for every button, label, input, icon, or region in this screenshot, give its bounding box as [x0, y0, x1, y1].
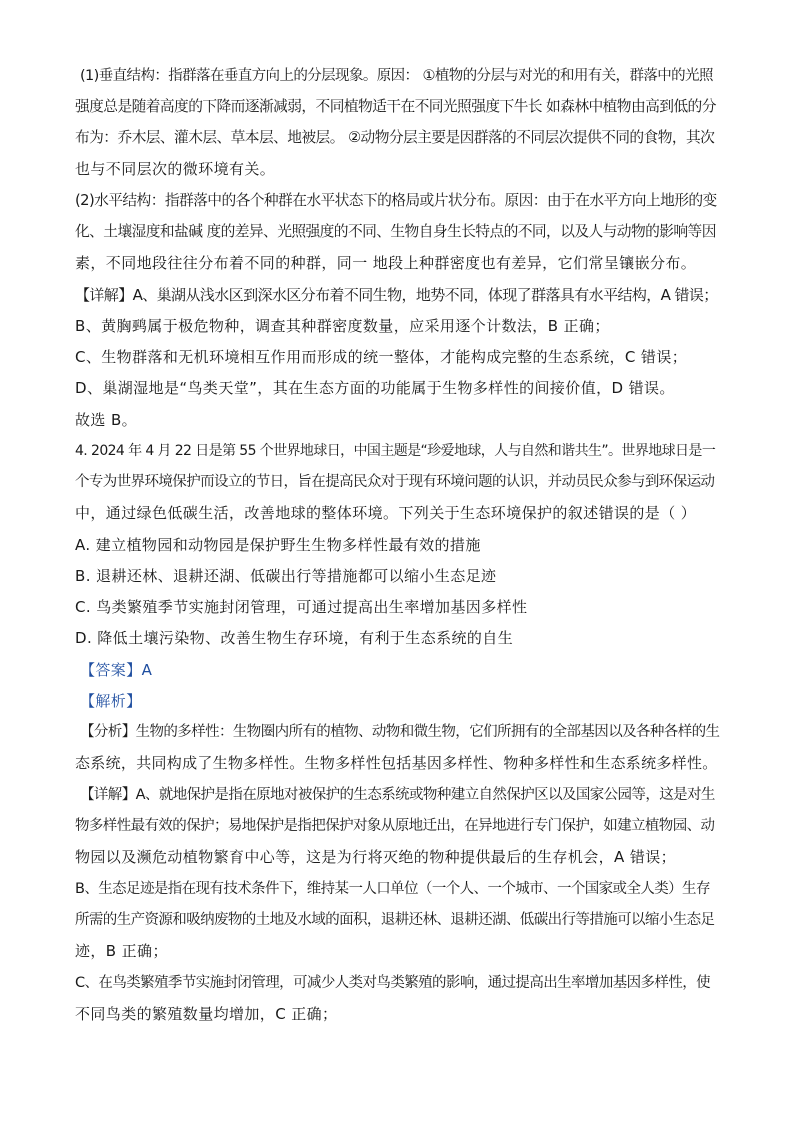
conclusion-line: 故选 B。	[75, 411, 138, 429]
explanation-line: C、在鸟类繁殖季节实施封闭管理，可减少人类对鸟类繁殖的影响，通过提高出生率增加基因多样性，使	[75, 975, 711, 991]
explanation-line: 物园以及濒危动植物繁育中心等，这是为行将灭绝的物种提供最后的生存机会，A 错误；	[75, 848, 677, 866]
question-stem: 中，通过绿色低碳生活，改善地球的整体环境。下列关于生态环境保护的叙述错误的是（ ）	[75, 504, 697, 522]
explanation-line: B、黄胸鹀属于极危物种，调查其种群密度数量，应采用逐个计数法，B 正确；	[75, 317, 610, 335]
text-line: 强度总是随着高度的下降而逐渐减弱，不同植物适干在不同光照强度下牛长 如森林中植物由高到低的分	[75, 98, 716, 115]
option-b: B. 退耕还林、退耕还湖、低碳出行等措施都可以缩小生态足迹	[75, 567, 497, 585]
text-line: (2)水平结构：指群落中的各个种群在水平状态下的格局或片状分布。原因：由于在水平方向上地形的变	[75, 192, 717, 209]
text-line: 素，不同地段往往分布着不同的种群，同一 地段上种群密度也有差异，它们常呈镶嵌分布。	[75, 254, 697, 272]
text-line: 化、土壤湿度和盐碱 度的差异、光照强度的不同、生物自身生长特点的不同，以及人与动物的影响等因	[75, 223, 716, 240]
analysis-label: 【解析】	[80, 692, 142, 710]
option-d: D. 降低土壤污染物、改善生物生存环境，有利于生态系统的自生	[75, 629, 514, 647]
explanation-line: D、巢湖湿地是“鸟类天堂”，其在生态方面的功能属于生物多样性的间接价值，D 错误。	[75, 379, 675, 397]
explanation-line: 物多样性最有效的保护；易地保护是指把保护对象从原地迁出，在异地进行专门保护，如建立植物园、动	[75, 818, 715, 834]
answer-label: 【答案】A	[80, 661, 153, 679]
analysis-line: 态系统，共同构成了生物多样性。生物多样性包括基因多样性、物种多样性和生态系统多样性。	[75, 754, 718, 772]
question-stem: 个专为世界环境保护而设立的节日，旨在提高民众对于现有环境问题的认识，并动员民众参与到环保运动	[75, 474, 715, 490]
explanation-line: B、生态足迹是指在现有技术条件下，维持某一人口单位（一个人、一个城市、一个国家或全人类）生存	[75, 881, 710, 897]
text-line: (1)垂直结构：指群落在垂直方向上的分层现象。原因： ①植物的分层与对光的和用有关，群落中的光照	[80, 68, 713, 84]
option-c: C. 鸟类繁殖季节实施封闭管理，可通过提高出生率增加基因多样性	[75, 598, 528, 616]
explanation-line: C、生物群落和无机环境相互作用而形成的统一整体，才能构成完整的生态系统，C 错误；	[75, 348, 688, 366]
explanation-line: 迹，B 正确；	[75, 942, 168, 960]
explanation-line: 所需的生产资源和吸纳废物的土地及水域的面积，退耕还林、退耕还湖、低碳出行等措施可以缩小生态足	[75, 912, 715, 928]
question-stem: 4. 2024 年 4 月 22 日是第 55 个世界地球日，中国主题是“珍爱地球，人与自然和谐共生”。世界地球日是一	[75, 443, 716, 459]
explanation-line: 【详解】A、就地保护是指在原地对被保护的生态系统或物种建立自然保护区以及国家公园等，这是对生	[80, 787, 715, 803]
analysis-line: 【分析】生物的多样性：生物圈内所有的植物、动物和微生物，它们所拥有的全部基因以及各种各样的生	[80, 724, 720, 740]
explanation-line: 不同鸟类的繁殖数量均增加，C 正确；	[75, 1005, 338, 1023]
text-line: 布为：乔木层、灌木层、草本层、地被层。 ②动物分层主要是因群落的不同层次提供不同的食物，其次	[75, 129, 715, 146]
text-line: 也与不同层次的微环境有关。	[75, 160, 276, 178]
explanation-line: 【详解】A、巢湖从浅水区到深水区分布着不同生物，地势不同，体现了群落具有水平结构，A 错误；	[75, 286, 718, 304]
option-a: A. 建立植物园和动物园是保护野生生物多样性最有效的措施	[75, 536, 481, 554]
